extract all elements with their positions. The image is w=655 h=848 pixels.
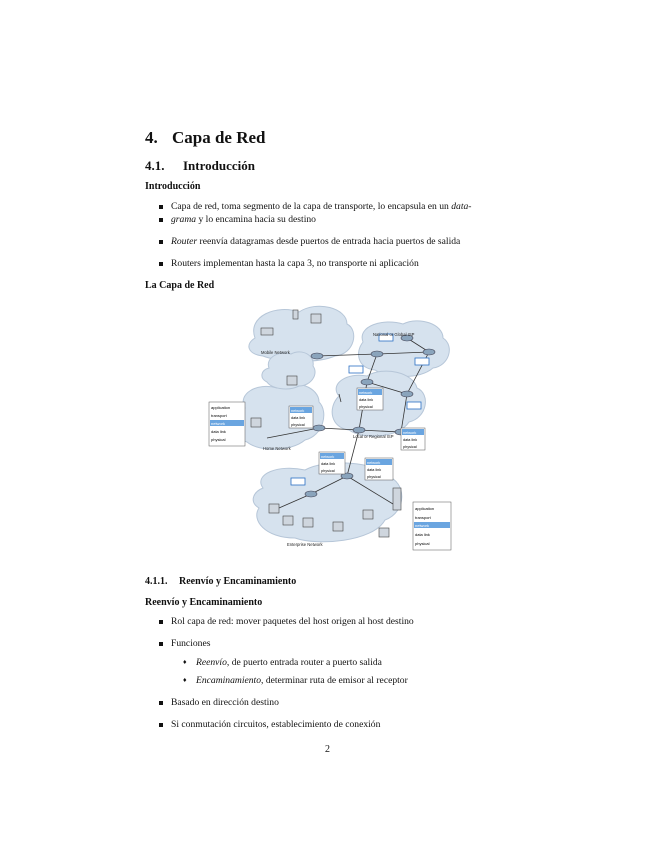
subsubsection-title: 4.1.1. Reenvío y Encaminamiento xyxy=(145,576,297,587)
network-diagram xyxy=(207,298,461,554)
svg-text:data link: data link xyxy=(211,429,226,434)
svg-text:physical: physical xyxy=(321,469,335,473)
svg-text:physical: physical xyxy=(403,445,417,449)
svg-text:physical: physical xyxy=(367,475,381,479)
home-network-label: Home Network xyxy=(263,446,291,451)
sub-list-item: ♦ Encaminamiento, determinar ruta de emisor al receptor xyxy=(183,674,518,687)
national-isp-label: National or Global ISP xyxy=(373,332,415,337)
computer-icon xyxy=(251,418,261,427)
svg-text:data link: data link xyxy=(415,532,430,537)
svg-text:physical: physical xyxy=(211,437,226,442)
router-stack-isp xyxy=(401,428,425,450)
routing-list xyxy=(158,615,518,740)
svg-text:transport: transport xyxy=(211,413,227,418)
router-stack-middle xyxy=(319,452,345,474)
svg-text:data link: data link xyxy=(291,416,306,420)
protocol-stack-right xyxy=(413,502,451,550)
router-stack-local xyxy=(357,388,383,410)
screen-icon xyxy=(349,366,363,373)
computer-icon xyxy=(379,528,389,537)
svg-text:transport: transport xyxy=(415,515,431,520)
router-icon xyxy=(371,351,383,357)
intro-list xyxy=(158,200,518,279)
svg-text:network: network xyxy=(367,461,381,465)
network-layer-figure xyxy=(207,298,461,554)
svg-text:network: network xyxy=(403,431,417,435)
computer-icon xyxy=(311,314,321,323)
subsection-title: 4.1. Introducción xyxy=(145,158,255,173)
figure-heading: La Capa de Red xyxy=(145,280,215,291)
svg-text:physical: physical xyxy=(415,541,430,546)
laptop-icon xyxy=(261,328,273,335)
intro-heading: Introducción xyxy=(145,181,201,192)
computer-icon xyxy=(269,504,279,513)
svg-text:network: network xyxy=(359,391,373,395)
functions-sublist xyxy=(183,656,518,687)
router-icon xyxy=(311,353,323,359)
page-number: 2 xyxy=(325,744,330,755)
router-stack-enterprise xyxy=(365,458,393,480)
computer-icon xyxy=(333,522,343,531)
svg-text:network: network xyxy=(291,409,305,413)
list-item-continuation: grama y lo encamina hacia su destino xyxy=(158,213,518,226)
svg-text:application: application xyxy=(415,506,435,511)
computer-icon xyxy=(363,510,373,519)
mobile-network-label: Mobile Network xyxy=(261,350,290,355)
router-icon xyxy=(353,427,365,433)
section-title: 4. Capa de Red xyxy=(145,128,266,147)
screen-icon xyxy=(415,358,429,365)
router-icon xyxy=(423,349,435,355)
list-item: Routers implementan hasta la capa 3, no transporte ni aplicación xyxy=(158,257,518,270)
router-stack-home xyxy=(289,406,313,428)
list-item: Funciones ♦ Reenvío, de puerto entrada router a puerto salida ♦ Encaminamiento, determinar ruta de emisor al receptor xyxy=(158,637,518,687)
router-icon xyxy=(305,491,317,497)
protocol-stack-left xyxy=(209,402,245,446)
list-item: Router reenvía datagramas desde puertos de entrada hacia puertos de salida xyxy=(158,235,518,248)
computer-icon xyxy=(283,516,293,525)
computer-icon xyxy=(287,376,297,385)
screen-icon xyxy=(291,478,305,485)
svg-text:data link: data link xyxy=(359,398,374,402)
svg-text:physical: physical xyxy=(291,423,305,427)
svg-text:data link: data link xyxy=(403,438,418,442)
screen-icon xyxy=(407,402,421,409)
list-item: Capa de red, toma segmento de la capa de transporte, lo encapsula en un data- xyxy=(158,200,518,213)
svg-text:data link: data link xyxy=(321,462,336,466)
list-item: Basado en dirección destino xyxy=(158,696,518,709)
svg-text:data link: data link xyxy=(367,468,382,472)
computer-icon xyxy=(303,518,313,527)
list-item: Si conmutación circuitos, establecimiento de conexión xyxy=(158,718,518,731)
svg-text:network: network xyxy=(321,455,335,459)
server-icon xyxy=(393,488,401,510)
enterprise-network-label: Enterprise Network xyxy=(287,542,323,547)
routing-heading: Reenvío y Encaminamiento xyxy=(145,597,263,608)
router-icon xyxy=(313,425,325,431)
router-icon xyxy=(401,391,413,397)
list-item: Rol capa de red: mover paquetes del host origen al host destino xyxy=(158,615,518,628)
sub-list-item: ♦ Reenvío, de puerto entrada router a puerto salida xyxy=(183,656,518,669)
svg-text:application: application xyxy=(211,405,231,410)
phone-icon xyxy=(293,310,298,319)
svg-text:physical: physical xyxy=(359,405,373,409)
local-isp-label: Local or Regional ISP xyxy=(353,434,394,439)
svg-text:network: network xyxy=(415,523,430,528)
svg-text:network: network xyxy=(211,421,226,426)
router-icon xyxy=(361,379,373,385)
